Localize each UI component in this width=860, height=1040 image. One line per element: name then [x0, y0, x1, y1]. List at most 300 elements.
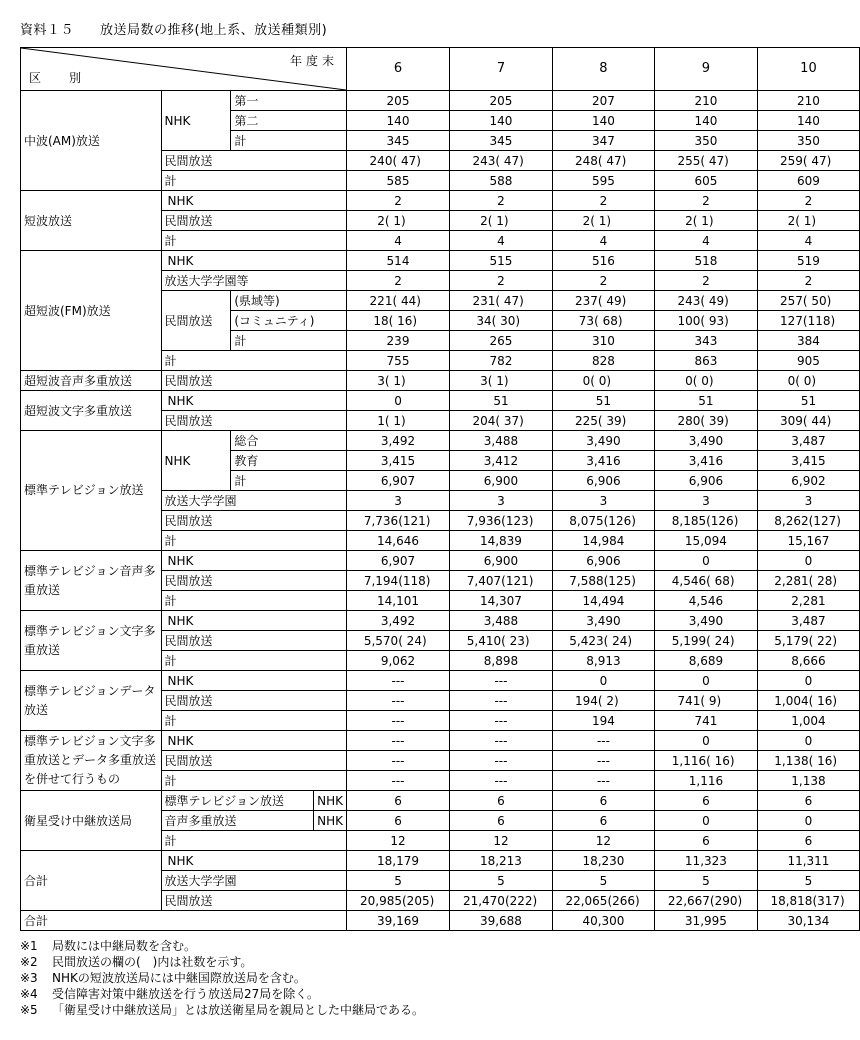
value-cell [654, 711, 757, 731]
company-count: ( 28) [808, 573, 838, 588]
table-header-row [21, 48, 860, 91]
value-cell [347, 611, 450, 631]
value-cell [757, 231, 859, 251]
value-cell [654, 151, 757, 171]
station-count: 225 [574, 413, 598, 428]
station-count: 7,588 [569, 573, 604, 588]
table-row [21, 551, 860, 571]
station-count: 741 [694, 713, 718, 728]
value-cell [757, 451, 859, 471]
row-subcategory: 計 [161, 711, 347, 731]
table-row [21, 911, 860, 931]
station-count: 0 [804, 553, 813, 568]
station-count: 310 [591, 333, 615, 348]
station-count: 2 [702, 193, 710, 208]
value-cell [654, 211, 757, 231]
value-cell [757, 811, 859, 831]
station-count: 5 [804, 873, 813, 888]
value-cell [757, 711, 859, 731]
value-cell [449, 391, 552, 411]
station-count: 9,062 [380, 653, 416, 668]
station-count: 3,492 [380, 613, 416, 628]
value-cell [347, 691, 450, 711]
value-cell [654, 471, 757, 491]
value-cell [347, 151, 450, 171]
station-count: 515 [489, 253, 513, 268]
row-subcategory: 計 [161, 351, 347, 371]
value-cell [757, 511, 859, 531]
value-cell [654, 611, 757, 631]
station-count: 8,913 [586, 653, 621, 668]
row-subcategory: 民間放送 [161, 891, 347, 911]
value-cell [757, 351, 859, 371]
company-count: ( 1) [384, 373, 406, 388]
value-cell [449, 451, 552, 471]
station-count: 5 [599, 873, 608, 888]
footnote-text: 民間放送の欄の( )内は社数を示す。 [52, 955, 253, 969]
value-cell [552, 891, 654, 911]
value-cell [449, 131, 552, 151]
station-count: 6 [804, 793, 813, 808]
value-cell [449, 171, 552, 191]
station-count: 140 [591, 113, 615, 128]
row-category: 標準テレビジョン文字多重放送 [21, 611, 162, 671]
station-count: 12 [390, 833, 406, 848]
station-count: 0 [702, 553, 710, 568]
station-count: 1 [377, 413, 385, 428]
value-cell [449, 531, 552, 551]
value-cell [757, 251, 859, 271]
value-cell [552, 251, 654, 271]
value-cell [654, 771, 757, 791]
station-count: 8,185 [671, 513, 707, 528]
value-cell [449, 831, 552, 851]
station-count: 595 [591, 173, 615, 188]
company-count: ( 1) [487, 373, 509, 388]
station-count: 2 [394, 273, 402, 288]
station-count: --- [596, 733, 610, 748]
company-count: ( 68) [706, 573, 735, 588]
value-cell [347, 131, 450, 151]
value-cell [449, 731, 552, 751]
row-category: 標準テレビジョンデータ放送 [21, 671, 162, 731]
station-count: 243 [472, 153, 496, 168]
station-count: 0 [394, 393, 402, 408]
station-count: 205 [489, 93, 513, 108]
company-count: ( 24) [603, 633, 633, 648]
station-count: 3,416 [688, 453, 724, 468]
station-count: 3,487 [791, 613, 826, 628]
station-count: 231 [472, 293, 496, 308]
station-count: 2 [582, 213, 591, 228]
table-row [21, 91, 860, 111]
value-cell [757, 331, 859, 351]
station-count: 14,494 [582, 593, 625, 608]
station-count: 4 [497, 233, 505, 248]
value-cell [757, 551, 859, 571]
row-subcategory: 計 [161, 771, 347, 791]
station-count: 0 [599, 673, 608, 688]
company-count: ( 23) [501, 633, 530, 648]
station-count: 221 [369, 293, 393, 308]
value-cell [347, 851, 450, 871]
value-cell [654, 631, 757, 651]
value-cell [654, 791, 757, 811]
row-subcategory: NHK [161, 431, 231, 491]
station-count: 6 [702, 833, 710, 848]
header-year: 6 [347, 48, 450, 91]
station-count: 6 [599, 813, 608, 828]
station-count: 2,281 [774, 573, 809, 588]
station-count: 1,138 [774, 753, 809, 768]
station-count: 40,300 [582, 913, 625, 928]
row-subcategory: 計 [161, 831, 347, 851]
value-cell [347, 271, 450, 291]
value-cell [347, 491, 450, 511]
footnote [20, 938, 424, 954]
station-count: 828 [591, 353, 615, 368]
value-cell [449, 791, 552, 811]
value-cell [449, 691, 552, 711]
station-count: --- [391, 733, 405, 748]
value-cell [347, 891, 450, 911]
row-subcategory: 標準テレビジョン放送 [161, 791, 314, 811]
value-cell [757, 891, 859, 911]
value-cell [347, 671, 450, 691]
station-count: 7,936 [466, 513, 502, 528]
header-year: 9 [654, 48, 757, 91]
station-count: 127 [780, 313, 803, 328]
value-cell [757, 571, 859, 591]
row-subcategory: 民間放送 [161, 751, 347, 771]
station-count: 39,169 [377, 913, 419, 928]
station-count: 2 [497, 193, 505, 208]
table-row [21, 671, 860, 691]
company-count: ( 16) [388, 313, 418, 328]
value-cell [449, 571, 552, 591]
row-subcategory: 民間放送 [161, 211, 347, 231]
station-count: 243 [677, 293, 701, 308]
value-cell [552, 611, 654, 631]
value-cell [449, 671, 552, 691]
value-cell [757, 831, 859, 851]
company-count: ( 1) [692, 213, 714, 228]
value-cell [449, 431, 552, 451]
row-subcategory: 計 [161, 231, 347, 251]
value-cell [654, 811, 757, 831]
header-year: 7 [449, 48, 552, 91]
company-count: ( 1) [384, 213, 406, 228]
value-cell [552, 851, 654, 871]
company-count: ( 68) [594, 313, 623, 328]
station-count: 2 [702, 273, 710, 288]
value-cell [654, 251, 757, 271]
value-cell [347, 211, 450, 231]
station-count: 6,902 [791, 473, 826, 488]
value-cell [757, 671, 859, 691]
row-category: 衛星受け中継放送局 [21, 791, 162, 851]
station-count: 18,230 [582, 853, 625, 868]
value-cell [654, 451, 757, 471]
station-count: 31,995 [684, 913, 727, 928]
station-count: 0 [787, 373, 796, 388]
footnote [20, 954, 424, 970]
station-count: --- [596, 753, 610, 768]
row-subcategory: 放送大学学園 [161, 871, 347, 891]
value-cell [654, 551, 757, 571]
value-cell [654, 531, 757, 551]
station-count: 519 [797, 253, 820, 268]
station-count: --- [391, 713, 405, 728]
station-count: 588 [489, 173, 513, 188]
company-count: ( 24) [706, 633, 735, 648]
value-cell [654, 831, 757, 851]
value-cell [449, 871, 552, 891]
station-count: 14,839 [479, 533, 522, 548]
value-cell [757, 631, 859, 651]
value-cell [347, 91, 450, 111]
value-cell [347, 371, 450, 391]
row-item: 計 [231, 331, 347, 351]
station-count: 11,311 [787, 853, 830, 868]
company-count: ( 47) [597, 153, 627, 168]
station-count: 5,423 [569, 633, 604, 648]
station-count: 6,900 [483, 473, 519, 488]
station-count: 2 [497, 273, 505, 288]
station-count: 5,179 [774, 633, 809, 648]
value-cell [347, 911, 450, 931]
station-count: 20,985 [360, 893, 402, 908]
company-count: (266) [607, 893, 640, 908]
value-cell [552, 571, 654, 591]
value-cell [347, 471, 450, 491]
title-text: 放送局数の推移(地上系、放送種類別) [100, 23, 328, 38]
value-cell [654, 671, 757, 691]
company-count: (205) [402, 893, 435, 908]
value-cell [654, 731, 757, 751]
company-count: ( 24) [398, 633, 427, 648]
table-row [21, 391, 860, 411]
value-cell [757, 91, 859, 111]
value-cell [347, 871, 450, 891]
value-cell [654, 431, 757, 451]
station-count: --- [494, 753, 508, 768]
station-count: 2 [480, 213, 488, 228]
value-cell [347, 191, 450, 211]
station-count: 14,307 [479, 593, 522, 608]
value-cell [654, 271, 757, 291]
station-count: 2 [599, 193, 608, 208]
station-count: 51 [493, 393, 509, 408]
value-cell [449, 351, 552, 371]
station-count: 1,116 [688, 773, 724, 788]
station-count: 7,736 [363, 513, 399, 528]
station-count: 265 [489, 333, 513, 348]
footnotes [20, 938, 424, 1018]
station-count: 210 [797, 93, 820, 108]
footnote-mark: ※4 [20, 987, 38, 1001]
footnote [20, 970, 424, 986]
value-cell [347, 771, 450, 791]
station-count: 140 [489, 113, 513, 128]
station-count: 605 [694, 173, 718, 188]
row-item: 総合 [231, 431, 347, 451]
station-count: 6,906 [688, 473, 724, 488]
footnote-mark: ※5 [20, 1003, 38, 1017]
station-count: 3 [377, 373, 385, 388]
value-cell [552, 371, 654, 391]
station-count: 14,984 [582, 533, 625, 548]
company-count: ( 0) [692, 373, 714, 388]
value-cell [654, 851, 757, 871]
station-count: 14,646 [377, 533, 419, 548]
value-cell [654, 131, 757, 151]
company-count: (126) [706, 513, 739, 528]
value-cell [654, 391, 757, 411]
company-count: ( 37) [495, 413, 524, 428]
station-count: 782 [489, 353, 513, 368]
value-cell [552, 171, 654, 191]
row-item: 第一 [231, 91, 347, 111]
row-category: 中波(AM)放送 [21, 91, 162, 191]
station-count: 0 [702, 733, 710, 748]
value-cell [757, 471, 859, 491]
value-cell [449, 771, 552, 791]
value-cell [552, 751, 654, 771]
station-count: 21,470 [462, 893, 505, 908]
value-cell [347, 111, 450, 131]
row-item: 教育 [231, 451, 347, 471]
station-count: 140 [797, 113, 820, 128]
value-cell [552, 631, 654, 651]
station-count: 4,546 [688, 593, 724, 608]
station-count: 3 [497, 493, 505, 508]
company-count: ( 22) [808, 633, 838, 648]
value-cell [347, 791, 450, 811]
company-count: ( 47) [700, 153, 729, 168]
company-count: ( 49) [597, 293, 627, 308]
table-row [21, 191, 860, 211]
table-row [21, 791, 860, 811]
station-count: 22,065 [565, 893, 608, 908]
station-count: 0 [685, 373, 693, 388]
station-count: 3,490 [688, 613, 724, 628]
value-cell [449, 751, 552, 771]
station-count: 140 [694, 113, 718, 128]
value-cell [449, 911, 552, 931]
station-count: 6 [394, 793, 402, 808]
row-category: 合計 [21, 911, 347, 931]
station-count: 3,488 [483, 433, 519, 448]
value-cell [757, 171, 859, 191]
row-nhk-label: NHK [314, 811, 347, 831]
row-subcategory: NHK [161, 191, 347, 211]
company-count: ( 47) [495, 153, 524, 168]
station-count: 3,416 [586, 453, 621, 468]
value-cell [449, 491, 552, 511]
row-subcategory: 民間放送 [161, 511, 347, 531]
station-count: 240 [369, 153, 393, 168]
station-count: 204 [472, 413, 496, 428]
row-subcategory: NHK [161, 731, 347, 751]
value-cell [449, 191, 552, 211]
station-count: 6 [497, 813, 505, 828]
value-cell [654, 371, 757, 391]
value-cell [347, 311, 450, 331]
row-subcategory: NHK [161, 551, 347, 571]
station-count: 259 [780, 153, 803, 168]
station-count: 6 [497, 793, 505, 808]
row-subcategory: 民間放送 [161, 151, 347, 171]
station-count: 609 [797, 173, 820, 188]
company-count: ( 2) [597, 693, 619, 708]
value-cell [757, 191, 859, 211]
station-count-table [20, 47, 860, 931]
value-cell [552, 511, 654, 531]
value-cell [552, 651, 654, 671]
station-count: 5 [394, 873, 402, 888]
station-count: 2 [804, 193, 813, 208]
station-count: 347 [591, 133, 615, 148]
station-count: 0 [804, 673, 813, 688]
station-count: 5,410 [466, 633, 502, 648]
row-subcategory: 民間放送 [161, 291, 231, 351]
station-count: 741 [677, 693, 701, 708]
header-year: 10 [757, 48, 859, 91]
station-count: 345 [489, 133, 513, 148]
station-count: 350 [797, 133, 820, 148]
value-cell [654, 291, 757, 311]
company-count: ( 9) [700, 693, 722, 708]
value-cell [552, 471, 654, 491]
station-count: 3,415 [791, 453, 826, 468]
value-cell [757, 391, 859, 411]
station-count: 6,907 [380, 553, 416, 568]
station-count: 6,906 [586, 473, 621, 488]
station-count: 3,490 [586, 433, 621, 448]
row-category: 標準テレビジョン音声多重放送 [21, 551, 162, 611]
value-cell [347, 251, 450, 271]
station-count: 207 [591, 93, 615, 108]
value-cell [552, 591, 654, 611]
value-cell [552, 551, 654, 571]
company-count: ( 1) [590, 213, 612, 228]
station-count: 194 [591, 713, 615, 728]
row-subcategory: 計 [161, 651, 347, 671]
value-cell [552, 451, 654, 471]
value-cell [757, 691, 859, 711]
value-cell [654, 571, 757, 591]
value-cell [347, 751, 450, 771]
station-count: 2 [804, 273, 813, 288]
row-category: 超短波文字多重放送 [21, 391, 162, 431]
value-cell [654, 691, 757, 711]
station-count: 3,490 [688, 433, 724, 448]
header-year: 8 [552, 48, 654, 91]
value-cell [552, 911, 654, 931]
value-cell [449, 591, 552, 611]
value-cell [347, 571, 450, 591]
company-count: ( 0) [795, 373, 817, 388]
company-count: ( 44) [802, 413, 832, 428]
value-cell [449, 91, 552, 111]
station-count: 4 [394, 233, 402, 248]
station-count: 8,075 [569, 513, 604, 528]
station-count: 2 [599, 273, 608, 288]
row-subcategory: NHK [161, 611, 347, 631]
value-cell [654, 331, 757, 351]
value-cell [757, 771, 859, 791]
